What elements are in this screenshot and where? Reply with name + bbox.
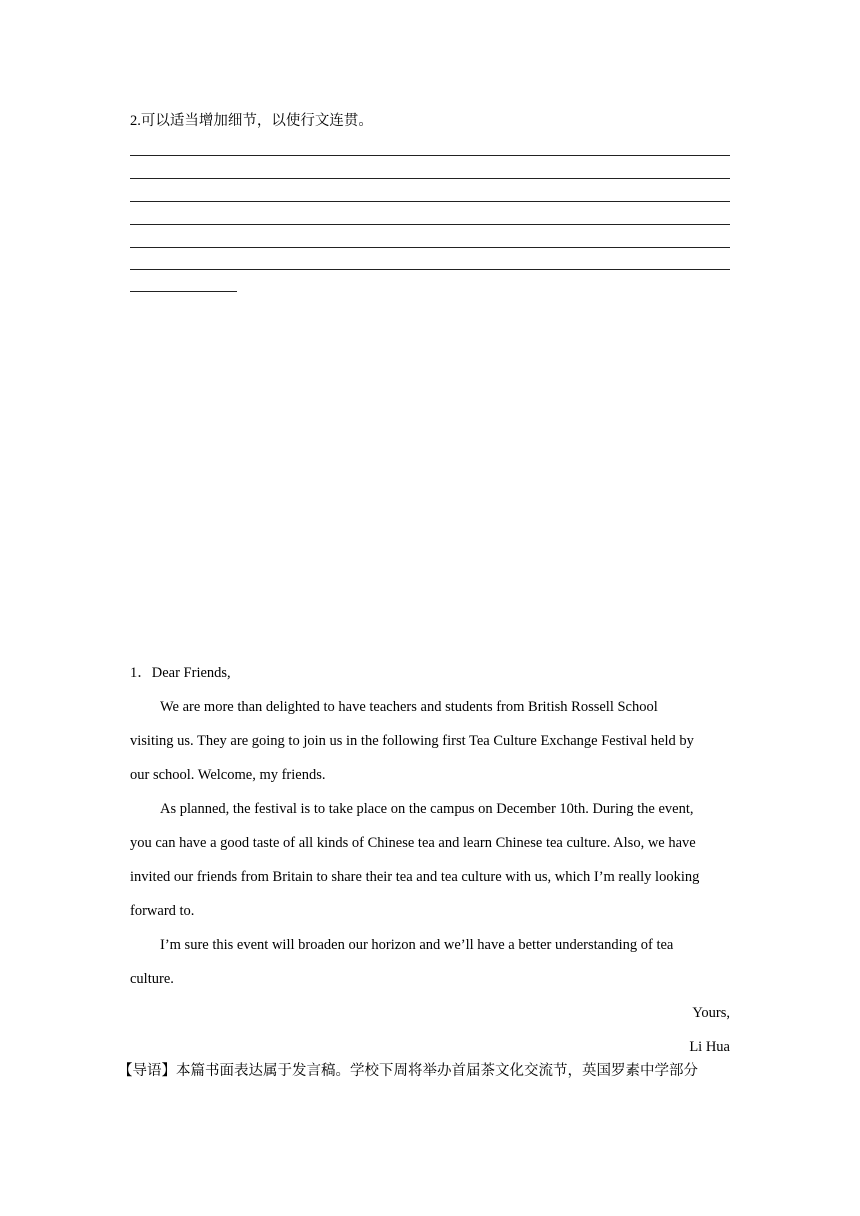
answer-line [130,247,730,248]
answer-line-short [130,291,237,292]
essay-text-line: I’m sure this event will broaden our horizon and we’ll have a better understanding of tea [160,937,674,953]
essay-text-line: our school. Welcome, my friends. [130,767,326,783]
answer-line [130,155,730,156]
answer-line [130,224,730,225]
essay-text-line: forward to. [130,903,195,919]
answer-line [130,269,730,270]
essay-text-line: you can have a good taste of all kinds of Chinese tea and learn Chinese tea culture. Also, we have [130,835,696,851]
essay-text-line: We are more than delighted to have teachers and students from British Rossell School [160,699,658,715]
essay-closing: Yours, [692,1005,730,1021]
answer-line [130,178,730,179]
essay-text-line: culture. [130,971,174,987]
essay-text-line: As planned, the festival is to take place on the campus on December 10th. During the event, [160,801,694,817]
guide-text: 【导语】本篇书面表达属于发言稿。学校下周将举办首届茶文化交流节，英国罗素中学部分 [118,1063,698,1079]
writing-instruction: 2.可以适当增加细节，以使行文连贯。 [130,113,373,129]
essay-text-line: visiting us. They are going to join us in the following first Tea Culture Exchange Festival held by [130,733,694,749]
essay-text-line: invited our friends from Britain to share their tea and tea culture with us, which I’m really looking [130,869,700,885]
answer-line [130,201,730,202]
essay-greeting: 1．Dear Friends, [130,665,231,681]
sample-essay [130,656,730,1064]
essay-signature: Li Hua [689,1039,730,1055]
